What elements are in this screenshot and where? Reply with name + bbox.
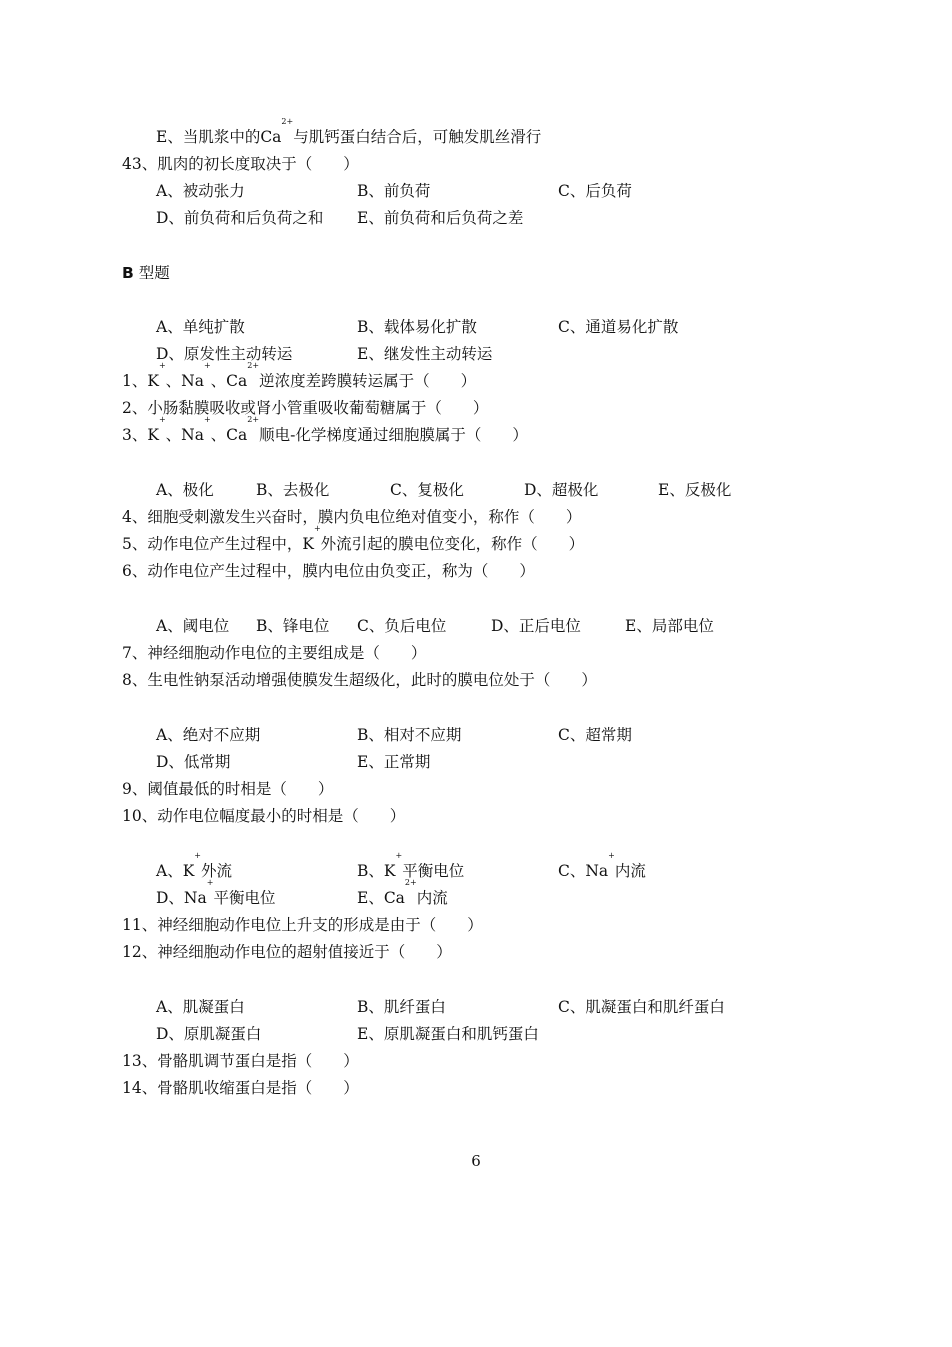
g3-option-d: D、正后电位 bbox=[491, 617, 581, 635]
question-1: 1、K+、Na+、$Ca^{2+}$逆浓度差跨膜转运属于（ ） bbox=[122, 361, 477, 390]
question-14: 14、骨骼肌收缩蛋白是指（ ） bbox=[122, 1079, 359, 1097]
q43-options-row2 bbox=[0, 205, 952, 232]
q43-stem: 43、肌肉的初长度取决于（ ） bbox=[122, 155, 359, 173]
g1-option-b: B、载体易化扩散 bbox=[357, 318, 477, 336]
g4-option-b: B、相对不应期 bbox=[357, 726, 462, 744]
g4-option-c: C、超常期 bbox=[558, 726, 632, 744]
g2-option-c: C、复极化 bbox=[390, 481, 464, 499]
g6-option-c: C、肌凝蛋白和肌纤蛋白 bbox=[558, 998, 725, 1016]
g5-option-d: D、Na+平衡电位 bbox=[156, 878, 276, 907]
q43-option-e: E、前负荷和后负荷之差 bbox=[357, 209, 524, 227]
g1-option-d: D、原发性主动转运 bbox=[156, 345, 293, 363]
question-5: 5、动作电位产生过程中，K+外流引起的膜电位变化，称作（ ） bbox=[122, 524, 585, 553]
g5-option-c: C、Na+内流 bbox=[558, 851, 646, 880]
page-number: 6 bbox=[471, 1152, 481, 1170]
g3-option-c: C、负后电位 bbox=[357, 617, 447, 635]
g2-option-b: B、去极化 bbox=[256, 481, 330, 499]
question-12: 12、神经细胞动作电位的超射值接近于（ ） bbox=[122, 943, 452, 961]
question-4: 4、细胞受刺激发生兴奋时，膜内负电位绝对值变小，称作（ ） bbox=[122, 508, 582, 526]
q42-option-e: E、当肌浆中的$Ca^{2+}$与肌钙蛋白结合后，可触发肌丝滑行 bbox=[156, 117, 542, 146]
question-2: 2、小肠黏膜吸收或肾小管重吸收葡萄糖属于（ ） bbox=[122, 399, 489, 417]
g5-option-e: E、$Ca^{2+}$内流 bbox=[357, 878, 448, 907]
g5-options-row2 bbox=[0, 878, 952, 912]
g1-option-e: E、继发性主动转运 bbox=[357, 345, 493, 363]
g1-option-a: A、单纯扩散 bbox=[156, 318, 245, 336]
g3-option-e: E、局部电位 bbox=[625, 617, 714, 635]
g4-option-e: E、正常期 bbox=[357, 753, 431, 771]
question-8: 8、生电性钠泵活动增强使膜发生超级化，此时的膜电位处于（ ） bbox=[122, 671, 597, 689]
question-6: 6、动作电位产生过程中，膜内电位由负变正，称为（ ） bbox=[122, 562, 535, 580]
q43-option-b: B、前负荷 bbox=[357, 182, 431, 200]
g6-option-a: A、肌凝蛋白 bbox=[156, 998, 245, 1016]
g5-option-a: A、K+外流 bbox=[156, 851, 232, 880]
q43-option-c: C、后负荷 bbox=[558, 182, 632, 200]
question-7: 7、神经细胞动作电位的主要组成是（ ） bbox=[122, 644, 427, 662]
g5-options-row1 bbox=[0, 851, 952, 885]
question-3: 3、K+、Na+、$Ca^{2+}$顺电-化学梯度通过细胞膜属于（ ） bbox=[122, 415, 528, 444]
question-9: 9、阈值最低的时相是（ ） bbox=[122, 780, 334, 798]
g1-options-row2 bbox=[0, 341, 952, 368]
g5-option-b: B、K+平衡电位 bbox=[357, 851, 465, 880]
g6-options-row2 bbox=[0, 1021, 952, 1048]
section-b-heading: B 型题 bbox=[122, 264, 170, 282]
g4-options-row2 bbox=[0, 749, 952, 776]
g2-option-e: E、反极化 bbox=[658, 481, 732, 499]
g6-options-row1 bbox=[0, 994, 952, 1021]
g6-option-d: D、原肌凝蛋白 bbox=[156, 1025, 262, 1043]
g2-option-d: D、超极化 bbox=[524, 481, 599, 499]
g3-option-b: B、锋电位 bbox=[256, 617, 330, 635]
g3-option-a: A、阈电位 bbox=[156, 617, 230, 635]
g4-option-d: D、低常期 bbox=[156, 753, 231, 771]
question-11: 11、神经细胞动作电位上升支的形成是由于（ ） bbox=[122, 916, 483, 934]
g6-option-e: E、原肌凝蛋白和肌钙蛋白 bbox=[357, 1025, 539, 1043]
g3-options-row bbox=[0, 613, 952, 640]
g2-options-row bbox=[0, 477, 952, 504]
g1-option-c: C、通道易化扩散 bbox=[558, 318, 679, 336]
question-10: 10、动作电位幅度最小的时相是（ ） bbox=[122, 807, 406, 825]
g6-option-b: B、肌纤蛋白 bbox=[357, 998, 446, 1016]
q43-options-row1 bbox=[0, 178, 952, 205]
question-13: 13、骨骼肌调节蛋白是指（ ） bbox=[122, 1052, 359, 1070]
g2-option-a: A、极化 bbox=[156, 481, 214, 499]
g1-options-row1 bbox=[0, 314, 952, 341]
q43-option-d: D、前负荷和后负荷之和 bbox=[156, 209, 324, 227]
q43-option-a: A、被动张力 bbox=[156, 182, 245, 200]
g4-option-a: A、绝对不应期 bbox=[156, 726, 261, 744]
g4-options-row1 bbox=[0, 722, 952, 749]
